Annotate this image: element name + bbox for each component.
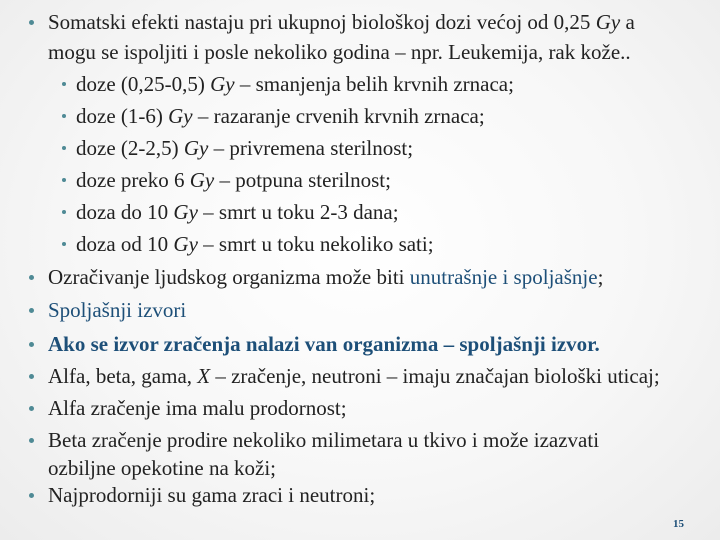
- sub-bullet-dot: [62, 82, 66, 86]
- paragraph-radiation-types: Alfa, beta, gama, X – zračenje, neutroni – imaju značajan biološki uticaj;: [48, 364, 660, 388]
- paragraph-beta-cont: ozbiljne opekotine na koži;: [48, 456, 277, 480]
- paragraph-alpha: Alfa zračenje ima malu prodornost;: [48, 396, 347, 420]
- sub-item-dose-1: doze (0,25-0,5) Gy – smanjenja belih krvnih zrnaca;: [76, 72, 514, 96]
- sub-bullet-dot: [62, 242, 66, 246]
- bullet-dot: [29, 20, 34, 25]
- paragraph-somatic-effects: Somatski efekti nastaju pri ukupnoj biološkoj dozi većoj od 0,25 Gy a: [48, 10, 635, 34]
- paragraph-gamma-neutrons: Najprodorniji su gama zraci i neutroni;: [48, 483, 376, 507]
- bullet-dot: [29, 438, 34, 443]
- bullet-dot: [29, 493, 34, 498]
- sub-item-dose-6: doza od 10 Gy – smrt u toku nekoliko sati;: [76, 232, 434, 256]
- sub-item-dose-3: doze (2-2,5) Gy – privremena sterilnost;: [76, 136, 414, 160]
- sub-bullet-dot: [62, 178, 66, 182]
- sub-item-dose-4: doze preko 6 Gy – potpuna sterilnost;: [76, 168, 391, 192]
- sub-bullet-dot: [62, 210, 66, 214]
- paragraph-somatic-effects-cont: mogu se ispoljiti i posle nekoliko godina – npr. Leukemija, rak kože..: [48, 40, 631, 64]
- bullet-dot: [29, 308, 34, 313]
- paragraph-beta: Beta zračenje prodire nekoliko milimetara u tkivo i može izazvati: [48, 428, 600, 452]
- paragraph-irradiation: Ozračivanje ljudskog organizma može biti unutrašnje i spoljašnje;: [48, 265, 604, 289]
- bullet-dot: [29, 374, 34, 379]
- sub-item-dose-5: doza do 10 Gy – smrt u toku 2-3 dana;: [76, 200, 399, 224]
- bullet-dot: [29, 275, 34, 280]
- heading-external-sources: Spoljašnji izvori: [48, 298, 187, 322]
- bullet-dot: [29, 406, 34, 411]
- sub-bullet-dot: [62, 114, 66, 118]
- sub-item-dose-2: doze (1-6) Gy – razaranje crvenih krvnih zrnaca;: [76, 104, 485, 128]
- page-number: 15: [673, 518, 684, 530]
- bullet-dot: [29, 342, 34, 347]
- sub-bullet-dot: [62, 146, 66, 150]
- paragraph-external-source-definition: Ako se izvor zračenja nalazi van organizma – spoljašnji izvor.: [48, 332, 600, 356]
